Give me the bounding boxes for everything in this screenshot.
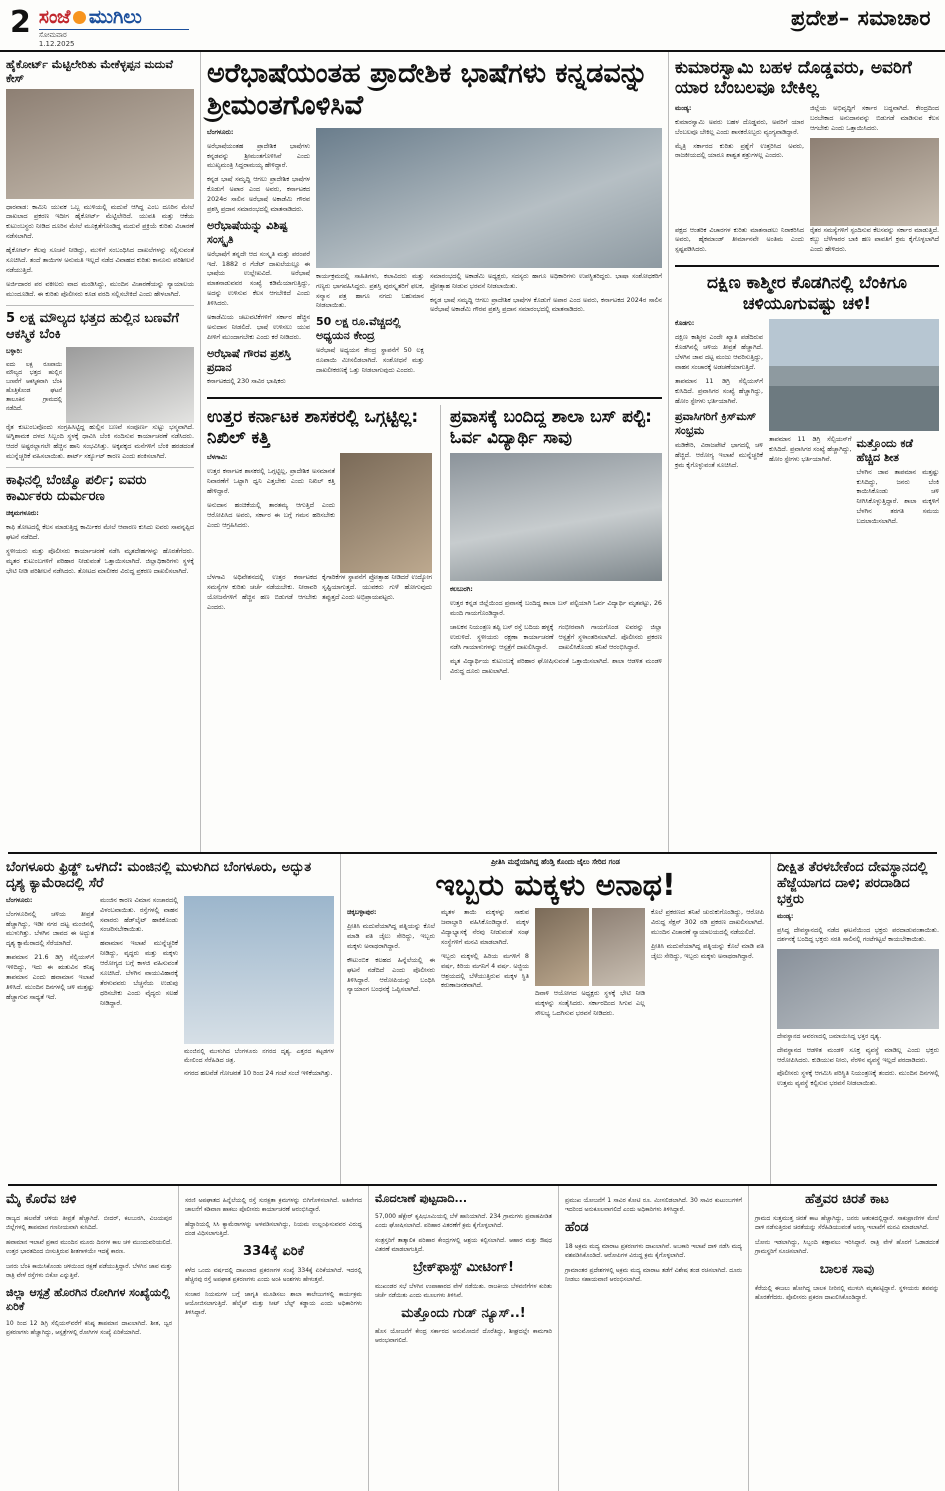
continued-body-2: ಸಂತ್ರಸ್ತರಿಗೆ ತಾತ್ಕಾಲಿಕ ಪರಿಹಾರ ಕೇಂದ್ರಗಳಲ್ಲಿ ಆಶ್ರಯ ಕಲ್ಪಿಸಲಾಗಿದೆ. ಆಹಾರ ಮತ್ತು ಔಷಧ ವಿತರಣೆ ಮಾಡಲಾಗುತ್ತಿದೆ. bbox=[375, 1236, 552, 1253]
bus-body-4: ಮೃತ ವಿದ್ಯಾರ್ಥಿಯ ಕುಟುಂಬಕ್ಕೆ ಪರಿಹಾರ ಘೋಷಿಸುವಂತೆ ಒತ್ತಾಯಿಸಲಾಗಿದೆ. ಶಾಲಾ ಆಡಳಿತ ಮಂಡಳಿ ವಿರುದ್ಧ ದೂರು ದಾಖಲಾಗಿದೆ. bbox=[450, 656, 662, 675]
page-number: 2 bbox=[10, 5, 31, 40]
leopard-body-2: ಬೋನು ಇಡಲಾಗಿದ್ದು, ಸಿಬ್ಬಂದಿ ಕಣ್ಗಾವಲು ಇರಿಸಿದ್ದಾರೆ. ರಾತ್ರಿ ವೇಳೆ ಹೊರಗೆ ಓಡಾಡದಂತೆ ಗ್ರಾಮಸ್ಥರಿಗೆ ಸೂಚಿಸಲಾಗಿದೆ. bbox=[755, 1238, 939, 1255]
main-lead-headline: ಅರೆಭಾಷೆಯಂತಹ ಪ್ರಾದೇಶಿಕ ಭಾಷೆಗಳು ಕನ್ನಡವನ್ನು ಶ್ರೀಮಂತಗೊಳಿಸಿವೆ bbox=[207, 58, 648, 121]
masthead bbox=[0, 0, 945, 52]
main-lead-body-7: ಸಮಾರಂಭದಲ್ಲಿ ಅಕಾಡೆಮಿ ಅಧ್ಯಕ್ಷರು, ಸದಸ್ಯರು ಹಾಗೂ ಅಧಿಕಾರಿಗಳು ಉಪಸ್ಥಿತರಿದ್ದರು. ಭಾಷಾ ಸಂಶೋಧಕರಿಗೆ ಪ್ರೋತ್ಸಾಹ ನೀಡುವ ಭರವಸೆ ನೀಡಲಾಯಿತು. bbox=[430, 271, 662, 290]
main-lead-body-4: ಅಕಾಡೆಮಿಯ ಚಟುವಟಿಕೆಗಳಿಗೆ ಸರ್ಕಾರ ಹೆಚ್ಚಿನ ಅನುದಾನ ನೀಡಲಿದೆ. ಭಾಷೆ ಉಳಿಸಲು ಯುವ ಪೀಳಿಗೆ ಮುಂದಾಗಬೇಕು ಎಂದು ಕರೆ ನೀಡಿದರು. bbox=[207, 313, 310, 341]
bottom-col-5 bbox=[748, 1186, 945, 1491]
orphans-body-2: ಕೌಟುಂಬಿಕ ಕಲಹದ ಹಿನ್ನೆಲೆಯಲ್ಲಿ ಈ ಘಟನೆ ನಡೆದಿದೆ ಎಂದು ಪೊಲೀಸರು ತಿಳಿಸಿದ್ದಾರೆ. ಆರೋಪಿಯನ್ನು ಬಂಧಿಸಿ ನ್ಯಾಯಾಂಗ ಬಂಧನಕ್ಕೆ ಒಪ್ಪಿಸಲಾಗಿದೆ. bbox=[347, 955, 435, 994]
nikhil-photo bbox=[340, 453, 432, 573]
logo-secondary-text: ಮುಗಿಲು bbox=[88, 6, 142, 28]
breakfast-meeting-headline: ಬ್ರೇಕ್‌ಫಾಸ್ಟ್ ಮೀಟಿಂಗ್! bbox=[413, 1259, 514, 1275]
hc-case-kicker: ಹೈಕೋರ್ಟ್ ಮೆಟ್ಟಿಲೇರಿತು ಮೇಕೆಳ್ಳಪ್ಪನ ಮದುವೆ ಕೇಸ್ bbox=[6, 58, 173, 85]
center-column bbox=[200, 52, 668, 852]
cold-wave-body-4: 10 ರಿಂದ 12 ಡಿಗ್ರಿ ಸೆಲ್ಸಿಯಸ್‌ವರೆಗೆ ಕನಿಷ್ಠ ತಾಪಮಾನ ದಾಖಲಾಗಿದೆ. ಶೀತ, ಜ್ವರ ಪ್ರಕರಣಗಳು ಹೆಚ್ಚಾಗಿದ್ದು, ಆಸ್ಪತ್ರೆಗಳಲ್ಲಿ ರೋಗಿಗಳ ಸಂಖ್ಯೆ ಏರಿಕೆಯಾಗಿದೆ. bbox=[6, 1320, 172, 1337]
orphans-body-5: ದಿವಾಳಿ ಆಯೋಗದ ಅಧ್ಯಕ್ಷರು ಸ್ಥಳಕ್ಕೆ ಭೇಟಿ ನೀಡಿ ಮಕ್ಕಳನ್ನು ಸಂತೈಸಿದರು. ಸರ್ಕಾರದಿಂದ ಸಿಗುವ ಎಲ್ಲ ಸೌಲಭ್ಯ ಒದಗಿಸುವ ಭರವಸೆ ನೀಡಿದರು. bbox=[535, 989, 645, 1017]
fog-dateline: ಬೆಂಗಳೂರು: bbox=[6, 895, 33, 904]
kodagu-body-1: ದಕ್ಷಿಣ ಕಾಶ್ಮೀರ ಎಂದೇ ಖ್ಯಾತಿ ಪಡೆದಿರುವ ಕೊಡಗಿನಲ್ಲಿ ಚಳಿಯ ತೀವ್ರತೆ ಹೆಚ್ಚಾಗಿದೆ. ಬೆಳಗಿನ ಜಾವ ದಟ್ಟ ಮಂಜು ಆವರಿಸುತ್ತಿದ್ದು, ವಾಹನ ಸಂಚಾರಕ್ಕೆ ಅಡಚಣೆಯಾಗುತ್ತಿದೆ. bbox=[675, 333, 763, 371]
dikshit-body-3: ಪೊಲೀಸರು ಸ್ಥಳಕ್ಕೆ ಆಗಮಿಸಿ ಪರಿಸ್ಥಿತಿ ನಿಯಂತ್ರಣಕ್ಕೆ ತಂದರು. ಮುಂದಿನ ದಿನಗಳಲ್ಲಿ ಉತ್ತಮ ವ್ಯವಸ್ಥೆ ಕಲ್ಪಿಸುವ ಭರವಸೆ ನೀಡಲಾಯಿತು. bbox=[777, 1069, 939, 1088]
boy-death-body: ಕೆರೆಯಲ್ಲಿ ಈಜಲು ಹೋಗಿದ್ದ ಬಾಲಕ ನೀರಿನಲ್ಲಿ ಮುಳುಗಿ ಮೃತಪಟ್ಟಿದ್ದಾನೆ. ಸ್ಥಳೀಯರು ಶವವನ್ನು ಹೊರತೆಗೆದರು. ಪೊಲೀಸರು ಪ್ರಕರಣ ದಾಖಲಿಸಿಕೊಂಡಿದ್ದಾರೆ. bbox=[755, 1284, 939, 1301]
liquor-body-2: ಗ್ರಾಮಾಂತರ ಪ್ರದೇಶಗಳಲ್ಲಿ ಅಕ್ರಮ ಮದ್ಯ ಮಾರಾಟ ತಡೆಗೆ ವಿಶೇಷ ತಂಡ ರಚಿಸಲಾಗಿದೆ. ದೂರು ನೀಡಲು ಸಹಾಯವಾಣಿ ಆರಂಭಿಸಲಾಗಿದೆ. bbox=[565, 1266, 742, 1283]
cold-wave-body-2: ಹವಾಮಾನ ಇಲಾಖೆ ಪ್ರಕಾರ ಮುಂದಿನ ಮೂರು ದಿನಗಳ ಕಾಲ ಚಳಿ ಮುಂದುವರಿಯಲಿದೆ. ಉತ್ತರ ಭಾರತದಿಂದ ಬೀಸುತ್ತಿರುವ ಶೀತಗಾಳಿಯೇ ಇದಕ್ಕೆ ಕಾರಣ. bbox=[6, 1238, 172, 1255]
dikshit-caption: ದೇವಸ್ಥಾನದ ಆವರಣದಲ್ಲಿ ಜಮಾಯಿಸಿದ್ದ ಭಕ್ತರ ದೃಶ್ಯ. bbox=[777, 1033, 882, 1041]
main-lead-fact-1: ಕರ್ನಾಟಕದಲ್ಲಿ 230 ಸಾವಿರ ಭಾಷಿಕರು bbox=[207, 377, 286, 386]
orphans-story bbox=[340, 854, 770, 1184]
orphans-body-1b: ಪ್ರೀತಿಸಿ ಮದುವೆಯಾಗಿದ್ದ ಪತ್ನಿಯನ್ನು ಕೊಲೆ ಮಾಡಿ ಪತಿ ಜೈಲು ಸೇರಿದ್ದು, ಇಬ್ಬರು ಮಕ್ಕಳು ಅನಾಥರಾಗಿದ್ದಾರೆ. bbox=[651, 941, 764, 960]
hc-case-body-1: ಧಾರವಾಡ: ಕಾಮಿನಿ ಯುವಕ ಒಬ್ಬ ಮುಳಿಯಲ್ಲಿ ಮದುವೆ ಆಗಿದ್ದ ಎಂಬ ದೂರಿನ ಮೇಲೆ ದಾಖಲಾದ ಪ್ರಕರಣ ಇದೀಗ ಹೈಕೋರ್ಟ್ ಮೆಟ್ಟಿಲೇರಿದೆ. ಯುವತಿ ಮತ್ತು ಆಕೆಯ ಕುಟುಂಬಸ್ಥರು ನೀಡಿದ ದೂರಿನ ಮೇಲೆ ಮೂಕ್ಷತೆಗೊಂಡಿದ್ದ ಮದುವೆ ಪ್ರಕ್ರಿಯೆ ಕುರಿತು ವಿಚಾರಣೆ ನಡೆಸಲಾಗಿದೆ. bbox=[6, 202, 194, 241]
dikshit-story bbox=[770, 854, 945, 1184]
orphans-headline: ಇಬ್ಬರು ಮಕ್ಕಳು ಅನಾಥ! bbox=[435, 868, 676, 903]
main-lead-dateline: ಬೆಂಗಳೂರು: bbox=[207, 127, 234, 136]
logo-primary-text: ಸಂಜೆ bbox=[38, 6, 70, 28]
cold-wave-body-1: ರಾಜ್ಯದ ಹಲವೆಡೆ ಚಳಿಯ ತೀವ್ರತೆ ಹೆಚ್ಚಾಗಿದೆ. ಬೀದರ್, ಕಲಬುರಗಿ, ವಿಜಯಪುರ ಜಿಲ್ಲೆಗಳಲ್ಲಿ ತಾಪಮಾನ ಗಣನೀಯವಾಗಿ ಕುಸಿದಿದೆ. bbox=[6, 1214, 172, 1231]
nikhil-headline: ಉತ್ತರ ಕರ್ನಾಟಕ ಶಾಸಕರಲ್ಲಿ ಒಗ್ಗಟ್ಟಿಲ್ಲ: ನಿಖಿಲ್ ಕತ್ತಿ bbox=[207, 407, 419, 448]
cold-wave-sub: ಜಿಲ್ಲಾ ಆಸ್ಪತ್ರೆ ಹೊರಗಿನ ರೋಗಿಗಳ ಸಂಖ್ಯೆಯಲ್ಲಿ ಏರಿಕೆ bbox=[6, 1285, 170, 1313]
bottom-col-3 bbox=[368, 1186, 558, 1491]
leopard-body-1: ಗ್ರಾಮದ ಸುತ್ತಮುತ್ತ ಚಿರತೆ ಕಾಟ ಹೆಚ್ಚಾಗಿದ್ದು, ಜನರು ಆತಂಕದಲ್ಲಿದ್ದಾರೆ. ಸಾಕುಪ್ರಾಣಿಗಳ ಮೇಲೆ ದಾಳಿ ನಡೆಸುತ್ತಿರುವ ಚಿರತೆಯನ್ನು ಸೆರೆಹಿಡಿಯುವಂತೆ ಅರಣ್ಯ ಇಲಾಖೆಗೆ ಮನವಿ ಮಾಡಲಾಗಿದೆ. bbox=[755, 1214, 939, 1231]
fog-headline: ಬೆಂಗಳೂರು ಫ್ರಿಡ್ಜ್ ಒಳಗಿದೆ: ಮಂಜಿನಲ್ಲಿ ಮುಳುಗಿದ ಬೆಂಗಳೂರು, ಅದ್ಭುತ ದೃಶ್ಯ ಕ್ಯಾಮೆರಾದಲ್ಲಿ ಸೆರೆ bbox=[6, 860, 312, 891]
bus-body-3: ಗಂಭೀರವಾಗಿ ಗಾಯಗೊಂಡ ಐವರನ್ನು ಜಿಲ್ಲಾ ಆಸ್ಪತ್ರೆಗೆ ಸ್ಥಳಾಂತರಿಸಲಾಗಿದೆ. ಪೊಲೀಸರು ಪ್ರಕರಣ ದಾಖಲಿಸಿಕೊಂಡು ತನಿಖೆ ಆರಂಭಿಸಿದ್ದಾರೆ. bbox=[558, 622, 662, 651]
tiger-dateline: ಬಳ್ಳಾರಿ: bbox=[6, 346, 23, 355]
kodagu-heat-headline: ದಕ್ಷಿಣ ಕಾಶ್ಮೀರ ಕೊಡಗಿನಲ್ಲಿ ಬೆಂಕಿಗೂ ಚಳಿಯೂಗುವಷ್ಟು ಚಳಿ! bbox=[707, 273, 907, 314]
fog-body-4: ಹವಾಮಾನ ಇಲಾಖೆ ಮುನ್ನೆಚ್ಚರಿಕೆ ನೀಡಿದ್ದು, ವೃದ್ಧರು ಮತ್ತು ಮಕ್ಕಳು ಆರೋಗ್ಯದ ಬಗ್ಗೆ ಕಾಳಜಿ ವಹಿಸುವಂತೆ ಸೂಚಿಸಿದೆ. ಬೆಳಗಿನ ವಾಯುವಿಹಾರಕ್ಕೆ ತೆರಳುವವರು ಬೆಚ್ಚನೆಯ ಉಡುಪು ಧರಿಸಬೇಕು ಎಂದು ವೈದ್ಯರು ಸಲಹೆ ನೀಡಿದ್ದಾರೆ. bbox=[100, 939, 178, 1007]
newspaper-logo bbox=[39, 6, 189, 48]
main-lead-body-2: ಕನ್ನಡ ಭಾಷೆ ಸಮೃದ್ಧಿ ಆಗಲು ಪ್ರಾದೇಶಿಕ ಭಾಷೆಗಳ ಕೊಡುಗೆ ಅಪಾರ ಎಂದ ಅವರು, ಕರ್ನಾಟಕದ 2024ರ ಸಾಲಿನ ಅರೆಭಾಷೆ ಅಕಾಡೆಮಿ ಗೌರವ ಪ್ರಶಸ್ತಿ ಪ್ರದಾನ ಸಮಾರಂಭದಲ್ಲಿ ಮಾತನಾಡಿದರು. bbox=[207, 175, 310, 214]
section-title: ಪ್ರದೇಶ– ಸಮಾಚಾರ bbox=[790, 6, 931, 30]
kumaraswamy-body-1: ಕುಮಾರಸ್ವಾಮಿ ಅವರು ಬಹಳ ದೊಡ್ಡವರು, ಅವರಿಗೆ ಯಾರ ಬೆಂಬಲವೂ ಬೇಕಿಲ್ಲ ಎಂದು ಶಾಸಕರೊಬ್ಬರು ವ್ಯಂಗ್ಯವಾಡಿದ್ದಾರೆ. bbox=[675, 117, 804, 136]
kumaraswamy-body-5: ರೈತರ ಸಮಸ್ಯೆಗಳಿಗೆ ಸ್ಪಂದಿಸುವ ಕೆಲಸವನ್ನು ಸರ್ಕಾರ ಮಾಡುತ್ತಿದೆ. ಕಬ್ಬು ಬೆಳೆಗಾರರ ಬಾಕಿ ಹಣ ಪಾವತಿಗೆ ಕ್ರಮ ಕೈಗೊಳ್ಳಲಾಗಿದೆ ಎಂದು ಹೇಳಿದರು. bbox=[810, 225, 939, 254]
main-lead-body-1: ಅರೆಭಾಷೆಯಂತಹ ಪ್ರಾದೇಶಿಕ ಭಾಷೆಗಳು ಕನ್ನಡವನ್ನು ಶ್ರೀಮಂತಗೊಳಿಸಿವೆ ಎಂದು ಮುಖ್ಯಮಂತ್ರಿ ಸಿದ್ದರಾಮಯ್ಯ ಹೇಳಿದ್ದಾರೆ. bbox=[207, 141, 310, 170]
leopard-headline: ಹೆತ್ತವರ ಚಿರತೆ ಕಾಟ bbox=[805, 1192, 889, 1207]
nikhil-body-3: ಬೆಳಗಾವಿ ಅಧಿವೇಶನದಲ್ಲಿ ಉತ್ತರ ಕರ್ನಾಟಕದ ಸಮಸ್ಯೆಗಳ ಕುರಿತು ಚರ್ಚೆ ನಡೆಯಬೇಕು. ನೀರಾವರಿ ಯೋಜನೆಗಳಿಗೆ ಹೆಚ್ಚಿನ ಹಣ ಬಿಡುಗಡೆ ಆಗಬೇಕು ಎಂದರು. bbox=[207, 573, 317, 611]
left-column bbox=[0, 52, 200, 852]
fire-photo bbox=[66, 347, 194, 423]
nikhil-dateline: ಬೆಳಗಾವಿ: bbox=[207, 453, 228, 462]
road-safety-body-2: ಹೆದ್ದಾರಿಯಲ್ಲಿ ಸಿಸಿ ಕ್ಯಾಮೆರಾಗಳನ್ನು ಅಳವಡಿಸಲಾಗಿದ್ದು, ನಿಯಮ ಉಲ್ಲಂಘಿಸುವವರ ವಿರುದ್ಧ ದಂಡ ವಿಧಿಸಲಾಗುತ್ತಿದೆ. bbox=[185, 1221, 362, 1237]
coffee-estate-headline: ಕಾಫಿನಲ್ಲಿ ಬೆಂಚ್ಮೊ ಪರ್ಲಿ; ಐವರು ಕಾರ್ಮಿಕರು ದುರ್ಮರಣ bbox=[6, 473, 147, 505]
kodagu-body-2b: ತಾಪಮಾನ 11 ಡಿಗ್ರಿ ಸೆಲ್ಸಿಯಸ್‌ಗೆ ಕುಸಿದಿದೆ. ಪ್ರವಾಸಿಗರ ಸಂಖ್ಯೆ ಹೆಚ್ಚಾಗಿದ್ದು, ಹೋಂ ಸ್ಟೇಗಳು ಭರ್ತಿಯಾಗಿವೆ. bbox=[769, 435, 852, 463]
kumaraswamy-body-3: ಜಿಲ್ಲೆಯ ಅಭಿವೃದ್ಧಿಗೆ ಸರ್ಕಾರ ಬದ್ಧವಾಗಿದೆ. ಕೇಂದ್ರದಿಂದ ಬರಬೇಕಾದ ಅನುದಾನವನ್ನು ಬಿಡುಗಡೆ ಮಾಡಿಸುವ ಕೆಲಸ ಆಗಬೇಕು ಎಂದು ಒತ್ತಾಯಿಸಿದರು. bbox=[810, 103, 939, 132]
victim-photo bbox=[592, 908, 646, 986]
orphans-body-4: ಇಬ್ಬರು ಮಕ್ಕಳಲ್ಲಿ ಹಿರಿಯ ಮಗಳಿಗೆ 8 ವರ್ಷ, ಕಿರಿಯ ಮಗನಿಗೆ 4 ವರ್ಷ. ಅಜ್ಜಿಯ ಆಶ್ರಯದಲ್ಲಿ ಬೆಳೆಯುತ್ತಿರುವ ಮಕ್ಕಳ ಸ್ಥಿತಿ ಕರುಣಾಜನಕವಾಗಿದೆ. bbox=[441, 951, 529, 990]
right-column bbox=[668, 52, 945, 852]
cold-wave-headline: ಮೈ ಕೊರೆವ ಚಳಿ bbox=[6, 1192, 77, 1207]
kumaraswamy-photo bbox=[810, 138, 939, 226]
kodagu-dateline: ಕೊಡಗು: bbox=[675, 319, 695, 328]
bottom-col-2 bbox=[178, 1186, 368, 1491]
kodagu-side-headline: ಮತ್ತೊಂದು ಕಡೆ ಹೆಚ್ಚಿದ ಶೀತ bbox=[856, 437, 913, 464]
cases-increase-body-2: ಸಂಚಾರ ನಿಯಮಗಳ ಬಗ್ಗೆ ಜಾಗೃತಿ ಮೂಡಿಸಲು ಶಾಲಾ ಕಾಲೇಜುಗಳಲ್ಲಿ ಕಾರ್ಯಕ್ರಮ ಆಯೋಜಿಸಲಾಗುತ್ತಿದೆ. ಹೆಲ್ಮೆಟ್ ಮತ್ತು ಸೀಟ್ ಬೆಲ್ಟ್ ಕಡ್ಡಾಯ ಎಂದು ಅಧಿಕಾರಿಗಳು ತಿಳಿಸಿದ್ದಾರೆ. bbox=[185, 1290, 362, 1316]
fog-story bbox=[0, 854, 340, 1184]
orphans-body-6: ಕೊಲೆ ಪ್ರಕರಣದ ತನಿಖೆ ಚುರುಕುಗೊಂಡಿದ್ದು, ಆರೋಪಿ ವಿರುದ್ಧ ಸೆಕ್ಷನ್ 302 ರಡಿ ಪ್ರಕರಣ ದಾಖಲಿಸಲಾಗಿದೆ. ಮುಂದಿನ ವಿಚಾರಣೆ ನ್ಯಾಯಾಲಯದಲ್ಲಿ ನಡೆಯಲಿದೆ. bbox=[651, 908, 764, 936]
road-safety-body-1: ಸರಣಿ ಅಪಘಾತದ ಹಿನ್ನೆಲೆಯಲ್ಲಿ ರಸ್ತೆ ಸುರಕ್ಷತಾ ಕ್ರಮಗಳನ್ನು ಬಿಗಿಗೊಳಿಸಲಾಗಿದೆ. ಅತಿವೇಗದ ಚಾಲನೆಗೆ ಕಡಿವಾಣ ಹಾಕಲು ಪೊಲೀಸರು ಕಾರ್ಯಾಚರಣೆ ಆರಂಭಿಸಿದ್ದಾರೆ. bbox=[185, 1197, 362, 1213]
hc-case-photo bbox=[6, 89, 194, 199]
orphans-body-1: ಪ್ರೀತಿಸಿ ಮದುವೆಯಾಗಿದ್ದ ಪತ್ನಿಯನ್ನು ಕೊಲೆ ಮಾಡಿ ಪತಿ ಜೈಲು ಸೇರಿದ್ದು, ಇಬ್ಬರು ಮಕ್ಕಳು ಅನಾಥರಾಗಿದ್ದಾರೆ. bbox=[347, 921, 435, 950]
nikhil-body-4: ಕೈಗಾರಿಕೆಗಳ ಸ್ಥಾಪನೆಗೆ ಪ್ರೋತ್ಸಾಹ ನೀಡಿದರೆ ಉದ್ಯೋಗ ಸೃಷ್ಟಿಯಾಗುತ್ತದೆ. ಯುವಕರು ಗುಳೆ ಹೋಗುವುದು ತಪ್ಪುತ್ತದೆ ಎಂದು ಅಭಿಪ್ರಾಯಪಟ್ಟರು. bbox=[322, 573, 432, 601]
hc-case-body-2: ಹೈಕೋರ್ಟ್ ಕೆಲವು ಸೂಚನೆ ನೀಡಿದ್ದು, ಮುಳಿಗೆ ಸಂಬಂಧಿಸಿದ ದಾಖಲೆಗಳನ್ನು ಸಲ್ಲಿಸುವಂತೆ ಸೂಚಿಸಿದೆ. ತಂದೆ ತಾಯಿಗಳ ಅನುಮತಿ ಇಲ್ಲದೆ ನಡೆದ ವಿವಾಹದ ಕುರಿತು ಕಾನೂನು ಪರಿಶೀಲನೆ ನಡೆಯುತ್ತಿದೆ. bbox=[6, 246, 194, 275]
kumaraswamy-dateline: ಮಂಡ್ಯ: bbox=[675, 103, 692, 112]
liquor-body-1: 18 ಅಕ್ರಮ ಮದ್ಯ ಮಾರಾಟ ಪ್ರಕರಣಗಳು ದಾಖಲಾಗಿವೆ. ಅಬಕಾರಿ ಇಲಾಖೆ ದಾಳಿ ನಡೆಸಿ ಮದ್ಯ ವಶಪಡಿಸಿಕೊಂಡಿದೆ. ಆರೋಪಿಗಳ ವಿರುದ್ಧ ಕ್ರಮ ಕೈಗೊಳ್ಳಲಾಗಿದೆ. bbox=[565, 1242, 742, 1259]
main-lead-body-5: ಕಾರ್ಯಕ್ರಮದಲ್ಲಿ ಸಾಹಿತಿಗಳು, ಕಲಾವಿದರು ಮತ್ತು ಗಣ್ಯರು ಭಾಗವಹಿಸಿದ್ದರು. ಪ್ರಶಸ್ತಿ ಪುರಸ್ಕೃತರಿಗೆ ಫಲಕ, ಸನ್ಮಾನ ಪತ್ರ ಹಾಗೂ ನಗದು ಬಹುಮಾನ ನೀಡಲಾಯಿತು. bbox=[316, 271, 424, 310]
bus-accident-headline: ಪ್ರವಾಸಕ್ಕೆ ಬಂದಿದ್ದ ಶಾಲಾ ಬಸ್ ಪಲ್ಟಿ: ಓರ್ವ ವಿದ್ಯಾರ್ಥಿ ಸಾವು bbox=[450, 407, 652, 448]
coffee-body-2: ಸ್ಥಳೀಯರು ಮತ್ತು ಪೊಲೀಸರು ಕಾರ್ಯಾಚರಣೆ ನಡೆಸಿ ಮೃತದೇಹಗಳನ್ನು ಹೊರತೆಗೆದರು. ಮೃತರ ಕುಟುಂಬಗಳಿಗೆ ಪರಿಹಾರ ನೀಡುವಂತೆ ಒತ್ತಾಯಿಸಲಾಗಿದೆ. ಜಿಲ್ಲಾಧಿಕಾರಿಗಳು ಸ್ಥಳಕ್ಕೆ ಭೇಟಿ ನೀಡಿ ಪರಿಶೀಲನೆ ನಡೆಸಿದರು. ತೋಟದ ಮಾಲೀಕರ ವಿರುದ್ಧ ಪ್ರಕರಣ ದಾಖಲಿಸಲಾಗಿದೆ. bbox=[6, 546, 194, 575]
orphans-kicker: ಪ್ರೀತಿಸಿ ಮದ್ದೆಯಾಗಿದ್ದ ಹೆಂಡ್ತಿ ಕೊಂದು ಜೈಲು ಸೇರಿದ ಗಂಡ bbox=[491, 858, 620, 866]
main-lead-body-6: ಅರೆಭಾಷೆ ಅಧ್ಯಯನ ಕೇಂದ್ರ ಸ್ಥಾಪನೆಗೆ 50 ಲಕ್ಷ ರೂಪಾಯಿ ಮೀಸಲಿಡಲಾಗಿದೆ. ಸಂಶೋಧನೆ ಮತ್ತು ದಾಖಲೀಕರಣಕ್ಕೆ ಒತ್ತು ನೀಡಲಾಗುವುದು ಎಂದರು. bbox=[316, 345, 424, 374]
kodagu-body-3: ಮಡಿಕೇರಿ, ವಿರಾಜಪೇಟೆ ಭಾಗದಲ್ಲಿ ಚಳಿ ಹೆಚ್ಚಿದೆ. ಆರೋಗ್ಯ ಇಲಾಖೆ ಮುನ್ನೆಚ್ಚರಿಕೆ ಕ್ರಮ ಕೈಗೊಳ್ಳುವಂತೆ ಸೂಚಿಸಿದೆ. bbox=[675, 440, 763, 469]
scheme-body-1: ಪ್ರಮುಖ ಯೋಜನೆಗೆ 1 ಸಾವಿರ ಕೋಟಿ ರೂ. ಮೀಸಲಿಡಲಾಗಿದೆ. 30 ಸಾವಿರ ಕುಟುಂಬಗಳಿಗೆ ಇದರಿಂದ ಅನುಕೂಲವಾಗಲಿದೆ ಎಂದು ಅಧಿಕಾರಿಗಳು ತಿಳಿಸಿದ್ದಾರೆ. bbox=[565, 1197, 742, 1213]
liquor-headline: ಹೆಂಡ bbox=[565, 1220, 589, 1235]
continued-headline: ಮೊದಲಾಣೆ ಪುಟ್ಟದಾದಿ... bbox=[375, 1192, 468, 1205]
orphans-body-3: ಮೃತಳ ತಾಯಿ ಮಕ್ಕಳನ್ನು ಸಾಕುವ ಜವಾಬ್ದಾರಿ ವಹಿಸಿಕೊಂಡಿದ್ದಾರೆ. ಮಕ್ಕಳ ವಿದ್ಯಾಭ್ಯಾಸಕ್ಕೆ ನೆರವು ನೀಡುವಂತೆ ಸಂಘ ಸಂಸ್ಥೆಗಳಿಗೆ ಮನವಿ ಮಾಡಲಾಗಿದೆ. bbox=[441, 908, 529, 946]
main-lead-body-3: ಅರೆಭಾಷೆಗೆ ತನ್ನದೇ ಆದ ಸಂಸ್ಕೃತಿ ಮತ್ತು ಪರಂಪರೆ ಇದೆ. 1882 ರ ಗೆಜೆಟ್ ದಾಖಲೆಯಲ್ಲೂ ಈ ಭಾಷೆಯ ಉಲ್ಲೇಖವಿದೆ. ಅರೆಭಾಷೆ ಮಾತನಾಡುವವರ ಸಂಖ್ಯೆ ಕಡಿಮೆಯಾಗುತ್ತಿದ್ದು, ಅದನ್ನು ಉಳಿಸುವ ಕೆಲಸ ಆಗಬೇಕಿದೆ ಎಂದು ತಿಳಿಸಿದರು. bbox=[207, 249, 310, 308]
fog-body-5: ನಗರದ ಹಲವೆಡೆ ಗೋಚರತೆ 10 ರಿಂದ 24 ಗಂಟೆ ಸಂಜೆ ಇಳಿಕೆಯಾಗಿತ್ತು. bbox=[184, 1069, 333, 1078]
good-news-body: ಹೊಸ ಯೋಜನೆಗೆ ಕೇಂದ್ರ ಸರ್ಕಾರದ ಅನುಮೋದನೆ ದೊರೆತಿದ್ದು, ಶೀಘ್ರದಲ್ಲೇ ಕಾಮಗಾರಿ ಆರಂಭವಾಗಲಿದೆ. bbox=[375, 1328, 552, 1345]
continued-body-1: 57,000 ಹೆಕ್ಟೇರ್ ಕೃಷಿಭೂಮಿಯಲ್ಲಿ ಬೆಳೆ ಹಾನಿಯಾಗಿದೆ. 234 ಗ್ರಾಮಗಳು ಪ್ರವಾಹಪೀಡಿತ ಎಂದು ಘೋಷಿಸಲಾಗಿದೆ. ಪರಿಹಾರ ವಿತರಣೆಗೆ ಕ್ರಮ ಕೈಗೊಳ್ಳಲಾಗಿದೆ. bbox=[375, 1212, 552, 1229]
bus-dateline: ಕಲಬುರಗಿ: bbox=[450, 585, 473, 594]
fog-caption: ಮಂಜಿನಲ್ಲಿ ಮುಳುಗಿದ ಬೆಂಗಳೂರು ನಗರದ ದೃಶ್ಯ. ಎತ್ತರದ ಕಟ್ಟಡಗಳ ಮೇಲಿಂದ ಸೆರೆಹಿಡಿದ ಚಿತ್ರ. bbox=[184, 1047, 334, 1065]
dikshit-body-2: ದೇವಸ್ಥಾನದ ಆಡಳಿತ ಮಂಡಳಿ ಸೂಕ್ತ ವ್ಯವಸ್ಥೆ ಮಾಡಿಲ್ಲ ಎಂದು ಭಕ್ತರು ಆರೋಪಿಸಿದರು. ಕುಡಿಯುವ ನೀರು, ನೆರಳಿನ ವ್ಯವಸ್ಥೆ ಇಲ್ಲದೆ ಪರದಾಡಿದರು. bbox=[777, 1045, 939, 1064]
kodagu-sub: ಪ್ರವಾಸಿಗರಿಗೆ ಕ್ರಿಸ್‌ಮಸ್ ಸಂಭ್ರಮ bbox=[675, 410, 757, 438]
fog-body-3: ಮಂಜಿನ ಕಾರಣ ವಿಮಾನ ಸಂಚಾರದಲ್ಲಿ ವಿಳಂಬವಾಯಿತು. ರಸ್ತೆಗಳಲ್ಲಿ ವಾಹನ ಸವಾರರು ಹೆಡ್‌ಲೈಟ್ ಹಾಕಿಕೊಂಡು ಸಂಚರಿಸಬೇಕಾಯಿತು. bbox=[100, 895, 178, 934]
nikhil-body-1: ಉತ್ತರ ಕರ್ನಾಟಕ ಶಾಸಕರಲ್ಲಿ ಒಗ್ಗಟ್ಟಿಲ್ಲ, ಪ್ರಾದೇಶಿಕ ಅಸಮಾನತೆ ನಿವಾರಣೆಗೆ ಒಟ್ಟಾಗಿ ಧ್ವನಿ ಎತ್ತಬೇಕು ಎಂದು ನಿಖಿಲ್ ಕತ್ತಿ ಹೇಳಿದ್ದಾರೆ. bbox=[207, 467, 335, 495]
tiger-body-2: ರೈತ ಕುಟುಂಬವೊಂದು ಸಂಗ್ರಹಿಸಿಟ್ಟಿದ್ದ ಹುಲ್ಲಿನ ಬಣವೆ ಸಂಪೂರ್ಣ ಸುಟ್ಟು ಭಸ್ಮವಾಗಿದೆ. ಅಗ್ನಿಶಾಮಕ ದಳದ ಸಿಬ್ಬಂದಿ ಸ್ಥಳಕ್ಕೆ ಧಾವಿಸಿ ಬೆಂಕಿ ನಂದಿಸುವ ಕಾರ್ಯಾಚರಣೆ ನಡೆಸಿದರು. ಆದರೆ ಅಷ್ಟರಲ್ಲಾಗಲೇ ಹೆಚ್ಚಿನ ಹಾನಿ ಸಂಭವಿಸಿತ್ತು. ಅಕ್ಕಪಕ್ಕದ ಮನೆಗಳಿಗೆ ಬೆಂಕಿ ಹರಡದಂತೆ ಮುನ್ನೆಚ್ಚರಿಕೆ ವಹಿಸಲಾಯಿತು. ಶಾರ್ಟ್ ಸರ್ಕ್ಯೂಟ್ ಕಾರಣ ಎಂದು ಶಂಕಿಸಲಾಗಿದೆ. bbox=[6, 422, 194, 461]
cases-increase-headline: 334ಕ್ಕೆ ಏರಿಕೆ bbox=[243, 1244, 304, 1259]
bottom-col-1 bbox=[0, 1186, 178, 1491]
bus-accident-photo bbox=[450, 453, 662, 581]
main-lead-body-2b: ಕನ್ನಡ ಭಾಷೆ ಸಮೃದ್ಧಿ ಆಗಲು ಪ್ರಾದೇಶಿಕ ಭಾಷೆಗಳ ಕೊಡುಗೆ ಅಪಾರ ಎಂದ ಅವರು, ಕರ್ನಾಟಕದ 2024ರ ಸಾಲಿನ ಅರೆಭಾಷೆ ಅಕಾಡೆಮಿ ಗೌರವ ಪ್ರಶಸ್ತಿ ಪ್ರದಾನ ಸಮಾರಂಭದಲ್ಲಿ ಮಾತನಾಡಿದರು. bbox=[430, 295, 662, 314]
coffee-dateline: ಚಿಕ್ಕಮಗಳೂರು: bbox=[6, 508, 39, 517]
section-header bbox=[791, 6, 937, 31]
fog-photo bbox=[184, 896, 334, 1044]
kodagu-road-photo bbox=[769, 319, 939, 431]
dikshit-headline: ದೀಕ್ಷಿತ ತೆರಳಬೇಕೆಂದ ದೇವಸ್ಥಾನದಲ್ಲಿ ಹೆಜ್ಜೆಯಾಗದ ದಾಳಿ; ಪರದಾಡಿದ ಭಕ್ತರು bbox=[777, 860, 928, 907]
good-news-headline: ಮತ್ತೊಂದು ಗುಡ್ ನ್ಯೂಸ್..! bbox=[401, 1305, 526, 1321]
nikhil-body-2: ಅನುದಾನ ಹಂಚಿಕೆಯಲ್ಲಿ ತಾರತಮ್ಯ ಆಗುತ್ತಿದೆ ಎಂದು ಆರೋಪಿಸಿದ ಅವರು, ಸರ್ಕಾರ ಈ ಬಗ್ಗೆ ಗಮನ ಹರಿಸಬೇಕು ಎಂದು ಆಗ್ರಹಿಸಿದರು. bbox=[207, 500, 335, 529]
orphans-dateline: ಚಿಕ್ಕಬಳ್ಳಾಪುರ: bbox=[347, 908, 377, 916]
main-lead-photo bbox=[316, 128, 662, 268]
kodagu-side-body: ಬೆಳಗಿನ ಜಾವ ತಾಪಮಾನ ಮತ್ತಷ್ಟು ಕುಸಿದಿದ್ದು, ಜನರು ಬೆಂಕಿ ಕಾಯಿಸಿಕೊಂಡು ಚಳಿ ನೀಗಿಸಿಕೊಳ್ಳುತ್ತಿದ್ದಾರೆ. ಶಾಲಾ ಮಕ್ಕಳಿಗೆ ಬೆಳಗಿನ ತರಗತಿ ಸಮಯ ಬದಲಾಯಿಸಲಾಗಿದೆ. bbox=[856, 467, 939, 526]
coffee-body-1: ಕಾಫಿ ತೋಟದಲ್ಲಿ ಕೆಲಸ ಮಾಡುತ್ತಿದ್ದ ಕಾರ್ಮಿಕರ ಮೇಲೆ ಆವಾರಣ ಕುಸಿದು ಐವರು ಸಾವನ್ನಪ್ಪಿದ ಘಟನೆ ನಡೆದಿದೆ. bbox=[6, 522, 194, 541]
dikshit-photo bbox=[777, 949, 939, 1029]
kodagu-body-2: ತಾಪಮಾನ 11 ಡಿಗ್ರಿ ಸೆಲ್ಸಿಯಸ್‌ಗೆ ಕುಸಿದಿದೆ. ಪ್ರವಾಸಿಗರ ಸಂಖ್ಯೆ ಹೆಚ್ಚಾಗಿದ್ದು, ಹೋಂ ಸ್ಟೇಗಳು ಭರ್ತಿಯಾಗಿವೆ. bbox=[675, 376, 763, 405]
dikshit-body-1: ಪ್ರಸಿದ್ಧ ದೇವಸ್ಥಾನದಲ್ಲಿ ನಡೆದ ಘಟನೆಯಿಂದ ಭಕ್ತರು ಪರದಾಡುವಂತಾಯಿತು. ದರ್ಶನಕ್ಕೆ ಬಂದಿದ್ದ ಭಕ್ತರು ಸರತಿ ಸಾಲಿನಲ್ಲಿ ಗಂಟೆಗಟ್ಟಲೆ ಕಾಯಬೇಕಾಯಿತು. bbox=[777, 925, 939, 944]
cold-wave-body-3: ಜನರು ಬೆಂಕಿ ಕಾಯಿಸಿಕೊಂಡು ಚಳಿಯಿಂದ ರಕ್ಷಣೆ ಪಡೆಯುತ್ತಿದ್ದಾರೆ. ಬೆಳಗಿನ ಜಾವ ಮತ್ತು ರಾತ್ರಿ ವೇಳೆ ರಸ್ತೆಗಳು ಬಿಕೋ ಎನ್ನುತ್ತಿವೆ. bbox=[6, 1262, 172, 1279]
main-lead-sub-2: ಅರೆಭಾಷೆ ಗೌರವ ಪ್ರಶಸ್ತಿ ಪ್ರದಾನ bbox=[207, 346, 291, 374]
main-lead-sub-1: ಅರೆಭಾಷೆಯನ್ನು ವಿಶಿಷ್ಟ ಸಂಸ್ಕೃತಿ bbox=[207, 219, 288, 246]
fog-body-2: ತಾಪಮಾನ 21.6 ಡಿಗ್ರಿ ಸೆಲ್ಸಿಯಸ್‌ಗೆ ಇಳಿದಿದ್ದು, ಇದು ಈ ಋತುವಿನ ಕನಿಷ್ಠ ತಾಪಮಾನ ಎಂದು ಹವಾಮಾನ ಇಲಾಖೆ ತಿಳಿಸಿದೆ. ಮುಂದಿನ ದಿನಗಳಲ್ಲಿ ಚಳಿ ಮತ್ತಷ್ಟು ಹೆಚ್ಚಾಗುವ ಸಾಧ್ಯತೆ ಇದೆ. bbox=[6, 953, 94, 1002]
cases-increase-body-1: ಕಳೆದ ಒಂದು ವರ್ಷದಲ್ಲಿ ದಾಖಲಾದ ಪ್ರಕರಣಗಳ ಸಂಖ್ಯೆ 334ಕ್ಕೆ ಏರಿಕೆಯಾಗಿದೆ. ಇದರಲ್ಲಿ ಹೆಚ್ಚಿನವು ರಸ್ತೆ ಅಪಘಾತ ಪ್ರಕರಣಗಳು ಎಂದು ಅಂಕಿ ಅಂಶಗಳು ಹೇಳುತ್ತವೆ. bbox=[185, 1266, 362, 1283]
kumaraswamy-body-4: ಪಕ್ಷದ ಆಂತರಿಕ ವಿಚಾರಗಳ ಕುರಿತು ಮಾತನಾಡಲು ನಿರಾಕರಿಸಿದ ಅವರು, ಹೈಕಮಾಂಡ್ ತೀರ್ಮಾನವೇ ಅಂತಿಮ ಎಂದು ಸ್ಪಷ್ಟಪಡಿಸಿದರು. bbox=[675, 225, 804, 254]
bus-body-2: ಚಾಲಕನ ನಿಯಂತ್ರಣ ತಪ್ಪಿ ಬಸ್ ರಸ್ತೆ ಬದಿಯ ಹಳ್ಳಕ್ಕೆ ಉರುಳಿದೆ. ಸ್ಥಳೀಯರು ರಕ್ಷಣಾ ಕಾರ್ಯಾಚರಣೆ ನಡೆಸಿ ಗಾಯಾಳುಗಳನ್ನು ಆಸ್ಪತ್ರೆಗೆ ದಾಖಲಿಸಿದ್ದಾರೆ. bbox=[450, 622, 554, 651]
sun-icon bbox=[73, 11, 86, 24]
main-lead-fact-2: 50 ಲಕ್ಷ ರೂ.ವೆಚ್ಚದಲ್ಲಿ ಅಧ್ಯಯನ ಕೇಂದ್ರ bbox=[316, 315, 401, 343]
kumaraswamy-headline: ಕುಮಾರಸ್ವಾಮಿ ಬಹಳ ದೊಡ್ಡವರು, ಅವರಿಗೆ ಯಾರ ಬೆಂಬಲವೂ ಬೇಕಿಲ್ಲ bbox=[675, 58, 912, 99]
kumaraswamy-body-2: ಮೈತ್ರಿ ಸರ್ಕಾರದ ಕುರಿತು ಪ್ರಶ್ನೆಗೆ ಉತ್ತರಿಸಿದ ಅವರು, ರಾಜಕೀಯದಲ್ಲಿ ಯಾರೂ ಶಾಶ್ವತ ಶತ್ರುಗಳಲ್ಲ ಎಂದರು. bbox=[675, 141, 804, 160]
logo-date: 1.12.2025 bbox=[38, 40, 75, 48]
dikshit-dateline: ಮಂಡ್ಯ: bbox=[777, 911, 794, 920]
accused-photo bbox=[535, 908, 589, 986]
tiger-compensation-headline: 5 ಲಕ್ಷ ಮೌಲ್ಯದ ಭತ್ತದ ಹುಲ್ಲಿನ ಬಣವೆಗೆ ಆಕಸ್ಮಿಕ ಬೆಂಕಿ bbox=[6, 310, 179, 342]
fog-body-1: ಬೆಂಗಳೂರಿನಲ್ಲಿ ಚಳಿಯ ತೀವ್ರತೆ ಹೆಚ್ಚಾಗಿದ್ದು, ಇಡೀ ನಗರ ದಟ್ಟ ಮಂಜಿನಲ್ಲಿ ಮುಳುಗಿತ್ತು. ಬೆಳಗಿನ ಜಾವದ ಈ ಅದ್ಭುತ ದೃಶ್ಯ ಕ್ಯಾಮೆರಾದಲ್ಲಿ ಸೆರೆಯಾಗಿದೆ. bbox=[6, 909, 94, 948]
breakfast-meeting-body: ಮುಖಂಡರ ಸಭೆ ಬೆಳಗಿನ ಉಪಾಹಾರದ ವೇಳೆ ನಡೆಯಿತು. ರಾಜಕೀಯ ಬೆಳವಣಿಗೆಗಳ ಕುರಿತು ಚರ್ಚೆ ನಡೆಯಿತು ಎಂದು ಮೂಲಗಳು ತಿಳಿಸಿವೆ. bbox=[375, 1282, 552, 1299]
boy-death-headline: ಬಾಲಕ ಸಾವು bbox=[819, 1261, 875, 1277]
tiger-body-1: ಐದು ಲಕ್ಷ ರೂಪಾಯಿ ಮೌಲ್ಯದ ಭತ್ತದ ಹುಲ್ಲಿನ ಬಣವೆಗೆ ಆಕಸ್ಮಿಕವಾಗಿ ಬೆಂಕಿ ಹೊತ್ತಿಕೊಂಡ ಘಟನೆ ತಾಲೂಕಿನ ಗ್ರಾಮದಲ್ಲಿ ನಡೆದಿದೆ. bbox=[6, 361, 62, 413]
bus-body-1: ಉತ್ತರ ಕನ್ನಡ ಜಿಲ್ಲೆಯಿಂದ ಪ್ರವಾಸಕ್ಕೆ ಬಂದಿದ್ದ ಶಾಲಾ ಬಸ್ ಪಲ್ಟಿಯಾಗಿ ಓರ್ವ ವಿದ್ಯಾರ್ಥಿ ಮೃತಪಟ್ಟು, 26 ಮಂದಿ ಗಾಯಗೊಂಡಿದ್ದಾರೆ. bbox=[450, 599, 662, 617]
logo-day: ಸೋಮವಾರ bbox=[38, 31, 67, 39]
bottom-col-4 bbox=[558, 1186, 748, 1491]
hc-case-body-3: ಅರ್ಜಿದಾರರ ಪರ ವಕೀಲರು ವಾದ ಮಂಡಿಸಿದ್ದು, ಮುಂದಿನ ವಿಚಾರಣೆಯನ್ನು ನ್ಯಾಯಾಲಯ ಮುಂದೂಡಿದೆ. ಈ ಕುರಿತು ಪೊಲೀಸರು ಕೂಡ ವರದಿ ಸಲ್ಲಿಸಬೇಕಿದೆ ಎಂದು ಹೇಳಲಾಗಿದೆ. bbox=[6, 279, 194, 298]
